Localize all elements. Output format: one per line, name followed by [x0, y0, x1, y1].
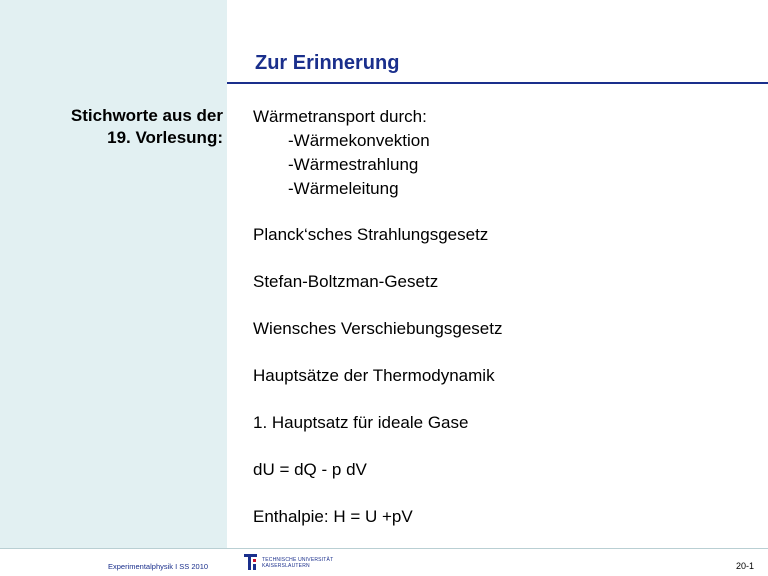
slide-title: Zur Erinnerung: [255, 52, 400, 74]
slide-content: [253, 105, 753, 529]
sidebar-panel: [0, 0, 227, 548]
subitem-radiation: -Wärmestrahlung: [288, 155, 419, 174]
page-number: 20-1: [735, 561, 754, 571]
logo-line1: TECHNISCHE UNIVERSITÄT: [262, 557, 334, 563]
title-divider: [227, 82, 768, 84]
logo-line2: KAISERSLAUTERN: [262, 563, 310, 569]
item-first-law: 1. Hauptsatz für ideale Gase: [253, 413, 469, 432]
footer-divider: [0, 548, 768, 549]
content-heading: Wärmetransport durch:: [253, 107, 427, 126]
footer-course: Experimentalphysik I SS 2010: [108, 562, 209, 571]
subitem-convection: -Wärmekonvektion: [288, 131, 430, 150]
side-label: [71, 105, 223, 149]
item-enthalpy: Enthalpie: H = U +pV: [253, 507, 413, 526]
subitem-conduction: -Wärmeleitung: [288, 179, 399, 198]
item-thermodynamics: Hauptsätze der Thermodynamik: [253, 366, 495, 385]
university-logo: [244, 553, 334, 573]
logo-text: [262, 557, 333, 569]
side-label-line2: 19. Vorlesung:: [107, 128, 223, 147]
item-equation: dU = dQ - p dV: [253, 460, 367, 479]
item-wien: Wiensches Verschiebungsgesetz: [253, 319, 503, 338]
item-stefan-boltzmann: Stefan-Boltzman-Gesetz: [253, 272, 439, 291]
university-logo-icon: [244, 553, 258, 571]
item-planck: Planck‘sches Strahlungsgesetz: [253, 225, 489, 244]
side-label-line1: Stichworte aus der: [70, 106, 223, 125]
